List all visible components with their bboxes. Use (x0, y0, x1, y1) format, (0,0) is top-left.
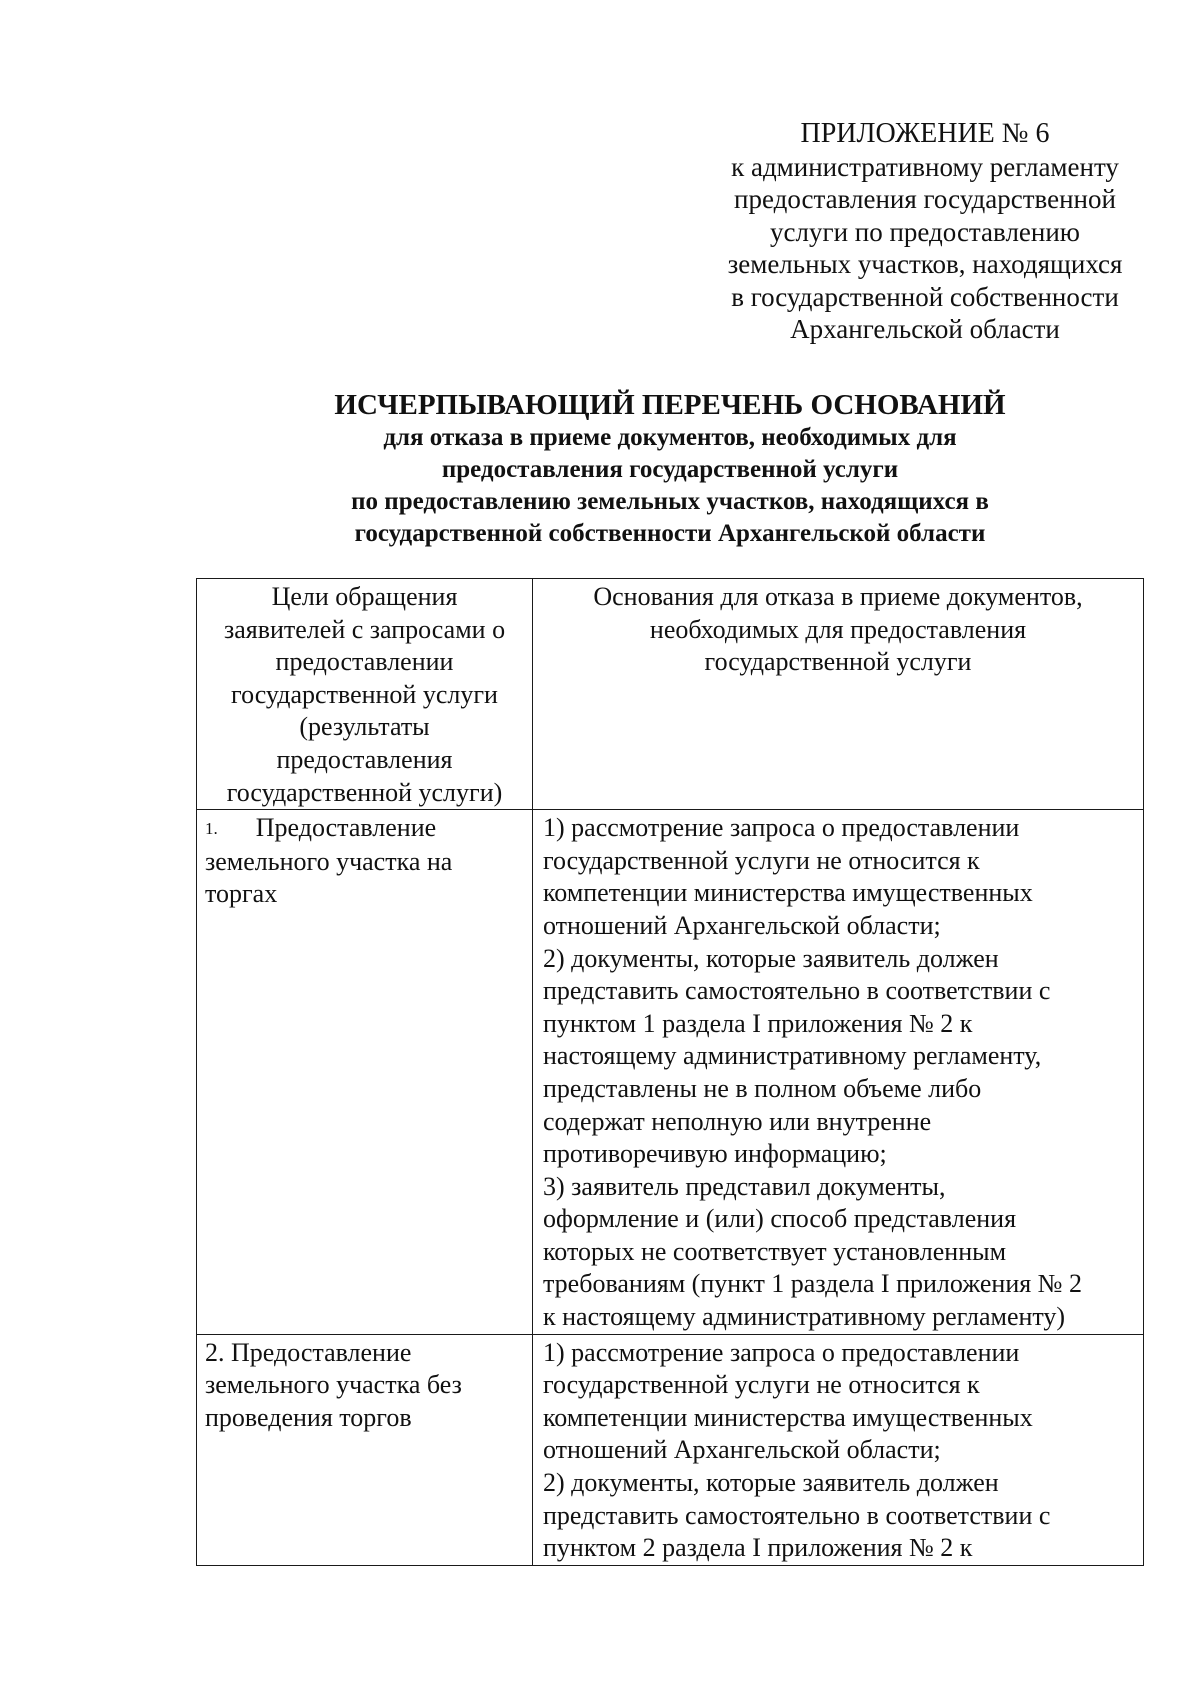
header-text-line: государственной услуги (704, 647, 972, 677)
grounds-line: требованиям (пункт 1 раздела I приложения № 2 (543, 1269, 1082, 1299)
goal-cell (197, 810, 533, 1335)
grounds-line: 2) документы, которые заявитель должен (543, 1468, 999, 1498)
appendix-block (690, 118, 1160, 346)
grounds-line: 3) заявитель представил документы, (543, 1171, 946, 1201)
header-text-line: (результаты (299, 712, 430, 742)
goal-text: Предоставление (255, 813, 437, 843)
grounds-line: пунктом 2 раздела I приложения № 2 к (543, 1533, 973, 1563)
appendix-line: в государственной собственности (731, 281, 1119, 312)
header-text-line: предоставлении (275, 647, 454, 677)
table-header-row (197, 579, 1144, 810)
grounds-line: 1) рассмотрение запроса о предоставлении (543, 1337, 1020, 1367)
grounds-line: отношений Архангельской области; (543, 910, 941, 940)
header-text-line: государственной услуги) (226, 777, 503, 807)
header-text-line: заявителей с запросами о (223, 614, 506, 644)
heading-subtitle-line: предоставления государственной услуги (441, 456, 899, 483)
table-row (197, 810, 1144, 1335)
grounds-line: оформление и (или) способ представления (543, 1204, 1017, 1234)
header-cell-grounds (533, 579, 1144, 810)
goal-line: земельного участка на (205, 846, 453, 876)
header-text-line: Основания для отказа в приеме документов, (593, 582, 1083, 611)
goal-cell (197, 1334, 533, 1565)
grounds-line: 2) документы, которые заявитель должен (543, 943, 999, 973)
grounds-line: государственной услуги не относится к (543, 845, 980, 875)
grounds-table (196, 578, 1144, 1566)
grounds-line: 1) рассмотрение запроса о предоставлении (543, 813, 1020, 843)
goal-line (205, 812, 524, 846)
heading-subtitle-line: по предоставлению земельных участков, находящихся в (351, 488, 989, 515)
grounds-cell (533, 1334, 1144, 1565)
header-text-line: государственной услуги (231, 679, 498, 709)
grounds-line: компетенции министерства имущественных (543, 878, 1033, 908)
grounds-line: отношений Архангельской области; (543, 1435, 941, 1465)
header-text-line: необходимых для предоставления (649, 614, 1027, 644)
document-heading (240, 388, 1100, 550)
grounds-line: государственной услуги не относится к (543, 1370, 980, 1400)
grounds-cell (533, 810, 1144, 1335)
appendix-line: предоставления государственной (734, 184, 1116, 214)
table-row (197, 1334, 1144, 1565)
appendix-line: Архангельской области (790, 314, 1060, 344)
grounds-line: противоречивую информацию; (543, 1139, 887, 1169)
appendix-title: ПРИЛОЖЕНИЕ № 6 (800, 118, 1050, 149)
header-cell-goals (197, 579, 533, 810)
grounds-line: представить самостоятельно в соответствии с (543, 1500, 1051, 1530)
appendix-line: земельных участков, находящихся (727, 249, 1123, 279)
grounds-line: к настоящему административному регламенту) (543, 1302, 1066, 1332)
appendix-line: услуги по предоставлению (770, 216, 1080, 247)
grounds-line: пунктом 1 раздела I приложения № 2 к (543, 1008, 973, 1038)
grounds-line: настоящему административному регламенту, (543, 1041, 1042, 1071)
heading-title: ИСЧЕРПЫВАЮЩИЙ ПЕРЕЧЕНЬ ОСНОВАНИЙ (334, 389, 1006, 421)
goal-line: 2. Предоставление (205, 1337, 412, 1367)
grounds-line: представлены не в полном объеме либо (543, 1073, 982, 1103)
header-text-line: предоставления (276, 744, 453, 774)
grounds-line: представить самостоятельно в соответствии с (543, 976, 1051, 1006)
goal-line: земельного участка без (205, 1370, 462, 1400)
heading-subtitle-line: государственной собственности Архангельской области (354, 520, 986, 547)
heading-subtitle-line: для отказа в приеме документов, необходимых для (383, 424, 957, 451)
row-number: 1. (205, 819, 218, 839)
header-text-line: Цели обращения (271, 582, 458, 611)
goal-line: торгах (205, 879, 278, 909)
goal-line: проведения торгов (205, 1402, 412, 1432)
grounds-line: содержат неполную или внутренне (543, 1106, 932, 1136)
appendix-line: к административному регламенту (731, 151, 1119, 182)
grounds-line: которых не соответствует установленным (543, 1236, 1007, 1266)
grounds-line: компетенции министерства имущественных (543, 1402, 1033, 1432)
